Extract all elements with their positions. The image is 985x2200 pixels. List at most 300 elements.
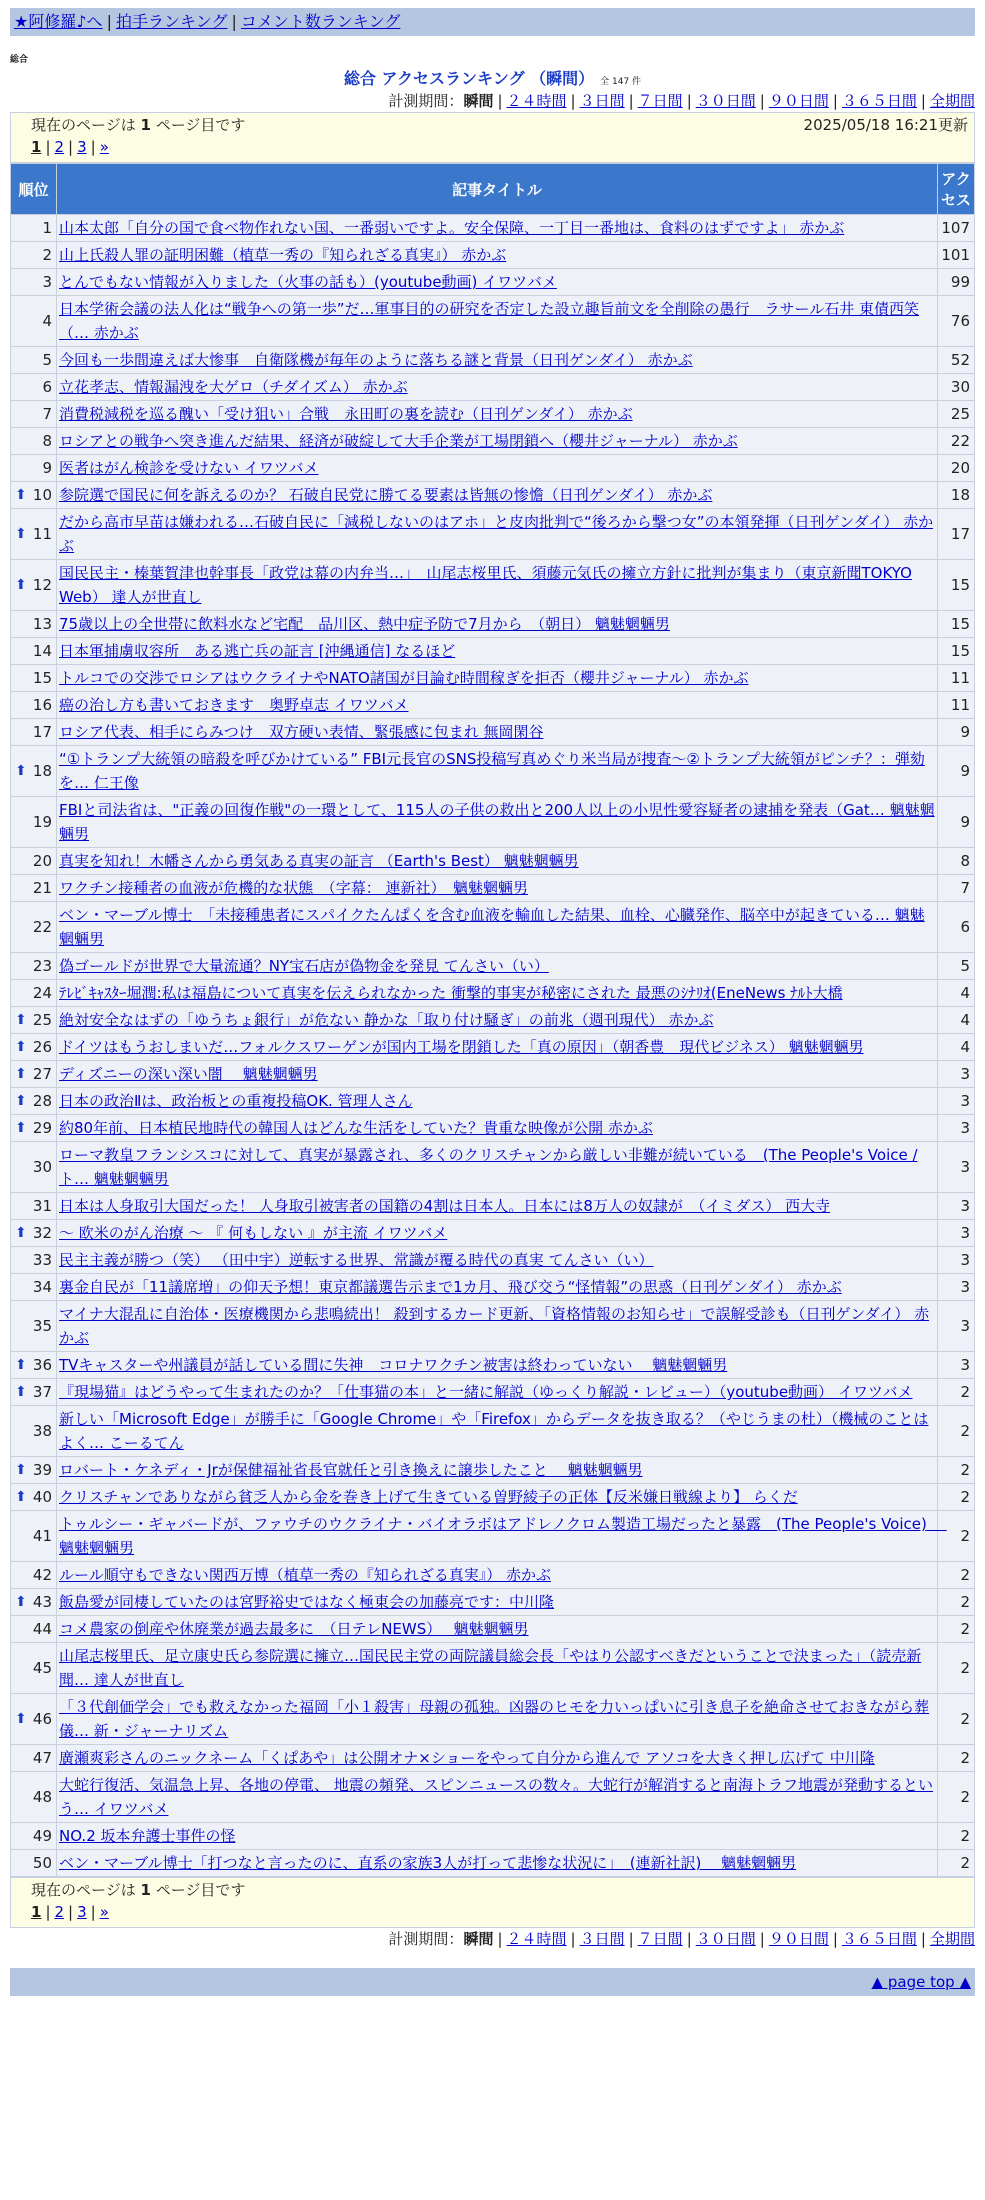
article-link[interactable]: だから高市早苗は嫌われる…石破自民に「減税しないのはアホ」と皮肉批判で“後ろから撃つ女”の本領発揮（日刊ゲンダイ） 赤かぶ xyxy=(59,513,934,555)
rank-cell xyxy=(11,1193,57,1220)
period-link[interactable]: ２４時間 xyxy=(506,92,567,110)
article-link[interactable]: ルール順守もできない関西万博（植草一秀の『知られざる真実』） 赤かぶ xyxy=(59,1566,551,1584)
article-link[interactable]: 国民民主・榛葉賀津也幹事長「政党は幕の内弁当…」 山尾志桜里氏、須藤元気氏の擁立方針に批判が集まり（東京新聞TOKYO Web） 達人が世直し xyxy=(59,564,912,606)
period-separator: | xyxy=(686,1930,692,1948)
period-label: 計測期間： xyxy=(388,92,464,110)
title-cell xyxy=(57,1301,938,1352)
rank-cell xyxy=(11,665,57,692)
arrow-up-icon: ⬆ xyxy=(15,1594,27,1610)
header-rank: 順位 xyxy=(11,164,57,215)
article-link[interactable]: 廣瀬爽彩さんのニックネーム「くぱあや」は公開オナ×ショーをやって自分から進んで アソコを大きく押し広げて 中川隆 xyxy=(59,1749,875,1767)
rank-number: 38 xyxy=(32,1422,52,1440)
table-row xyxy=(11,1589,975,1616)
article-link[interactable]: 山尾志桜里氏、足立康史氏ら参院選に擁立…国民民主党の両院議員総会長「やはり公認すべきだということで決まった」（読売新聞… 達人が世直し xyxy=(59,1647,922,1689)
table-row xyxy=(11,1616,975,1643)
period-link[interactable]: ７日間 xyxy=(637,92,683,110)
arrow-up-icon: ⬆ xyxy=(15,1384,27,1400)
rank-cell xyxy=(11,1772,57,1823)
rank-cell xyxy=(11,902,57,953)
rank-cell xyxy=(11,1823,57,1850)
period-link[interactable]: ３６５日間 xyxy=(841,92,917,110)
rank-cell xyxy=(11,980,57,1007)
period-link[interactable]: 全期間 xyxy=(929,1930,975,1948)
table-row xyxy=(11,1694,975,1745)
arrow-up-icon: ⬆ xyxy=(15,1066,27,1082)
table-row xyxy=(11,1274,975,1301)
pager-separator: | xyxy=(45,138,51,156)
article-link[interactable]: 「３代創価学会」でも救えなかった福岡「小１殺害」母親の孤独。凶器のヒモを力いっぱいに引き息子を絶命させておきながら葬儀… 新・ジャーナリズム xyxy=(59,1698,930,1740)
table-row xyxy=(11,1034,975,1061)
rank-number: 37 xyxy=(32,1383,52,1401)
nav-separator: | xyxy=(106,12,112,31)
page-title: 総合 アクセスランキング （瞬間） xyxy=(343,69,595,88)
access-count: 15 xyxy=(938,638,975,665)
access-count: 2 xyxy=(938,1616,975,1643)
table-row xyxy=(11,797,975,848)
table-row xyxy=(11,1088,975,1115)
title-cell xyxy=(57,848,938,875)
pager-panel-bottom xyxy=(10,1877,975,1928)
period-separator: | xyxy=(686,92,692,110)
table-row xyxy=(11,1562,975,1589)
pager-next-link[interactable]: » xyxy=(99,138,109,156)
title-cell xyxy=(57,347,938,374)
article-link[interactable]: ディズニーの深い深い闇 魑魅魍魎男 xyxy=(59,1065,318,1083)
rank-number: 40 xyxy=(32,1488,52,1506)
period-link[interactable]: ３０日間 xyxy=(695,1930,756,1948)
rank-number: 2 xyxy=(42,246,52,264)
title-cell xyxy=(57,509,938,560)
title-cell xyxy=(57,269,938,296)
article-link[interactable]: 立花孝志、情報漏洩を大ゲロ（チダイズム） 赤かぶ xyxy=(59,378,408,396)
article-link[interactable]: 日本は人身取引大国だった！ 人身取引被害者の国籍の4割は日本人。日本には8万人の奴隷が （イミダス） 西大寺 xyxy=(59,1197,831,1215)
arrow-up-icon: ⬆ xyxy=(15,763,27,779)
rank-cell xyxy=(11,1745,57,1772)
title-cell xyxy=(57,665,938,692)
title-cell xyxy=(57,1142,938,1193)
title-cell xyxy=(57,215,938,242)
rank-cell xyxy=(11,296,57,347)
access-count: 2 xyxy=(938,1484,975,1511)
current-page-text: 現在のページは 1 ページ目です xyxy=(31,116,246,134)
access-count: 3 xyxy=(938,1142,975,1193)
arrow-up-icon: ⬆ xyxy=(15,1120,27,1136)
rank-number: 43 xyxy=(32,1593,52,1611)
table-row xyxy=(11,1850,975,1877)
article-link[interactable]: マイナ大混乱に自治体・医療機関から悲鳴続出！ 殺到するカード更新、「資格情報のお知らせ」で誤解受診も（日刊ゲンダイ） 赤かぶ xyxy=(59,1305,930,1347)
nav-separator: | xyxy=(231,12,237,31)
table-row xyxy=(11,980,975,1007)
rank-number: 4 xyxy=(42,312,52,330)
period-link[interactable]: ３０日間 xyxy=(695,92,756,110)
article-link[interactable]: トゥルシー・ギャバードが、ファウチのウクライナ・バイオラボはアドレノクロム製造工場だったと暴露 (The People's Voice) 魑魅魍魎男 xyxy=(59,1515,947,1557)
rank-cell xyxy=(11,1589,57,1616)
period-link[interactable]: 全期間 xyxy=(929,92,975,110)
period-link[interactable]: ９０日間 xyxy=(768,92,829,110)
period-separator: | xyxy=(497,1930,503,1948)
period-separator: | xyxy=(570,92,576,110)
title-cell xyxy=(57,1745,938,1772)
period-link[interactable]: ９０日間 xyxy=(768,1930,829,1948)
period-separator: | xyxy=(832,1930,838,1948)
period-link[interactable]: ２４時間 xyxy=(506,1930,567,1948)
article-link[interactable]: 山上氏殺人罪の証明困難（植草一秀の『知られざる真実』） 赤かぶ xyxy=(59,246,507,264)
title-cell xyxy=(57,746,938,797)
table-row xyxy=(11,638,975,665)
access-count: 2 xyxy=(938,1406,975,1457)
access-count: 3 xyxy=(938,1061,975,1088)
title-cell xyxy=(57,953,938,980)
article-link[interactable]: 75歳以上の全世帯に飲料水など宅配 品川区、熱中症予防で7月から （朝日） 魑魅魍魎男 xyxy=(59,615,670,633)
pager-next-link[interactable]: » xyxy=(99,1903,109,1921)
article-link[interactable]: NO.2 坂本弁護士事件の怪 xyxy=(59,1827,236,1845)
table-row xyxy=(11,902,975,953)
article-link[interactable]: FBIと司法省は、"正義の回復作戦"の一環として、115人の子供の救出と200人以上の小児性愛容疑者の逮捕を発表（Gat… 魑魅魍魎男 xyxy=(59,801,935,843)
rank-cell xyxy=(11,1352,57,1379)
nav-applause-ranking-link[interactable]: 拍手ランキング xyxy=(115,12,228,31)
access-count: 9 xyxy=(938,719,975,746)
period-separator: | xyxy=(497,92,503,110)
access-count: 4 xyxy=(938,1034,975,1061)
rank-cell xyxy=(11,1850,57,1877)
table-row xyxy=(11,1220,975,1247)
rank-cell xyxy=(11,1643,57,1694)
title-cell xyxy=(57,1589,938,1616)
rank-cell xyxy=(11,692,57,719)
pager-separator: | xyxy=(68,1903,74,1921)
access-count: 2 xyxy=(938,1589,975,1616)
rank-number: 15 xyxy=(32,669,52,687)
access-count: 3 xyxy=(938,1088,975,1115)
rank-cell xyxy=(11,482,57,509)
access-count: 2 xyxy=(938,1772,975,1823)
access-count: 8 xyxy=(938,848,975,875)
rank-cell xyxy=(11,560,57,611)
table-row xyxy=(11,1823,975,1850)
table-row xyxy=(11,1406,975,1457)
title-cell xyxy=(57,692,938,719)
article-link[interactable]: ベン・マーブル博士 「未接種患者にスパイクたんぱくを含む血液を輸血した結果、血栓、心臓発作、脳卒中が起きている… 魑魅魍魎男 xyxy=(59,906,925,948)
article-link[interactable]: 『現場猫』はどうやって生まれたのか？「仕事猫の本」と一緒に解説（ゆっくり解説・レビュー）（youtube動画） イワツバメ xyxy=(59,1383,913,1401)
title-cell xyxy=(57,296,938,347)
rank-number: 10 xyxy=(32,486,52,504)
access-count: 4 xyxy=(938,1007,975,1034)
rank-cell xyxy=(11,1061,57,1088)
access-count: 3 xyxy=(938,1247,975,1274)
rank-cell xyxy=(11,1562,57,1589)
rank-number: 45 xyxy=(32,1659,52,1677)
period-current: 瞬間 xyxy=(463,1930,494,1948)
rank-number: 41 xyxy=(32,1527,52,1545)
rank-number: 8 xyxy=(42,432,52,450)
table-row xyxy=(11,455,975,482)
title-cell xyxy=(57,1484,938,1511)
rank-cell xyxy=(11,638,57,665)
rank-cell xyxy=(11,1484,57,1511)
access-count: 15 xyxy=(938,611,975,638)
rank-cell xyxy=(11,1115,57,1142)
article-link[interactable]: “①トランプ大統領の暗殺を呼びかけている” FBI元長官のSNS投稿写真めぐり米当局が捜査～②トランプ大統領がピンチ？：弾劾を… 仁王像 xyxy=(59,750,925,792)
rank-number: 49 xyxy=(32,1827,52,1845)
arrow-up-icon: ⬆ xyxy=(15,526,27,542)
access-count: 2 xyxy=(938,1511,975,1562)
pager-page-link[interactable]: 3 xyxy=(77,1903,87,1921)
table-row xyxy=(11,1142,975,1193)
title-cell xyxy=(57,1823,938,1850)
table-row xyxy=(11,296,975,347)
pager-page-link[interactable]: 2 xyxy=(54,138,65,156)
access-count: 20 xyxy=(938,455,975,482)
pager-page-link[interactable]: 2 xyxy=(54,1903,65,1921)
period-separator: | xyxy=(759,92,765,110)
pager-links-bottom xyxy=(31,1901,968,1923)
rank-cell xyxy=(11,215,57,242)
article-link[interactable]: ロシアとの戦争へ突き進んだ結果、経済が破綻して大手企業が工場閉鎖へ（櫻井ジャーナル） 赤かぶ xyxy=(59,432,738,450)
period-separator: | xyxy=(920,92,926,110)
rank-cell xyxy=(11,848,57,875)
access-count: 6 xyxy=(938,902,975,953)
table-row xyxy=(11,665,975,692)
pager-current-page: 1 xyxy=(31,1903,42,1921)
access-count: 15 xyxy=(938,560,975,611)
rank-cell xyxy=(11,875,57,902)
title-cell xyxy=(57,1850,938,1877)
rank-number: 32 xyxy=(32,1224,52,1242)
article-link[interactable]: ワクチン接種者の血液が危機的な状態 （字幕： 連新社） 魑魅魍魎男 xyxy=(59,879,529,897)
rank-number: 18 xyxy=(32,762,52,780)
title-cell xyxy=(57,611,938,638)
nav-home-link[interactable]: ★阿修羅♪へ xyxy=(14,12,103,31)
period-link[interactable]: ３日間 xyxy=(579,1930,625,1948)
current-page-text: 現在のページは 1 ページ目です xyxy=(31,1881,246,1899)
article-link[interactable]: ～ 欧米のがん治療 ～ 『 何もしない 』が主流 イワツバメ xyxy=(59,1224,448,1242)
title-cell xyxy=(57,1115,938,1142)
access-count: 4 xyxy=(938,980,975,1007)
table-row xyxy=(11,1643,975,1694)
title-cell xyxy=(57,455,938,482)
period-separator: | xyxy=(759,1930,765,1948)
article-link[interactable]: ﾃﾚﾋﾞｷｬｽﾀｰ堀潤:私は福島について真実を伝えられなかった 衝撃的事実が秘密にされた 最悪のｼﾅﾘｵ(EneNews ﾅﾙﾄ大橋 xyxy=(59,984,843,1002)
rank-cell xyxy=(11,719,57,746)
table-row xyxy=(11,242,975,269)
table-row xyxy=(11,1484,975,1511)
article-link[interactable]: TVキャスターや州議員が話している間に失神 コロナワクチン被害は終わっていない 魑魅魍魎男 xyxy=(59,1356,728,1374)
access-count: 3 xyxy=(938,1220,975,1247)
title-cell xyxy=(57,1034,938,1061)
article-link[interactable]: 今回も一歩間違えば大惨事 自衛隊機が毎年のように落ちる謎と背景（日刊ゲンダイ） 赤かぶ xyxy=(59,351,693,369)
rank-cell xyxy=(11,401,57,428)
article-link[interactable]: ドイツはもうおしまいだ…フォルクスワーゲンが国内工場を閉鎖した「真の原因」（朝香豊 現代ビジネス） 魑魅魍魎男 xyxy=(59,1038,864,1056)
pager-separator: | xyxy=(68,138,74,156)
access-count: 3 xyxy=(938,1301,975,1352)
title-cell xyxy=(57,1007,938,1034)
rank-cell xyxy=(11,1406,57,1457)
article-link[interactable]: 大蛇行復活、気温急上昇、各地の停電、 地震の頻発、スピンニュースの数々。大蛇行が解消すると南海トラフ地震が発動するという… イワツバメ xyxy=(59,1776,934,1818)
title-cell xyxy=(57,1457,938,1484)
arrow-up-icon: ⬆ xyxy=(15,1012,27,1028)
article-link[interactable]: 絶対安全なはずの「ゆうちょ銀行」が危ない 静かな「取り付け騒ぎ」の前兆（週刊現代） 赤かぶ xyxy=(59,1011,714,1029)
table-row xyxy=(11,848,975,875)
arrow-up-icon: ⬆ xyxy=(15,1489,27,1505)
table-row xyxy=(11,1379,975,1406)
article-link[interactable]: 偽ゴールドが世界で大量流通？NY宝石店が偽物金を発見 てんさい（い） xyxy=(59,957,549,975)
rank-cell xyxy=(11,1220,57,1247)
title-cell xyxy=(57,428,938,455)
table-row xyxy=(11,1247,975,1274)
page-title-row xyxy=(10,68,975,90)
nav-comment-ranking-link[interactable]: コメント数ランキング xyxy=(240,12,401,31)
rank-number: 13 xyxy=(32,615,52,633)
table-row xyxy=(11,269,975,296)
title-cell xyxy=(57,482,938,509)
article-link[interactable]: 飯島愛が同棲していたのは宮野裕史ではなく極東会の加藤亮です：中川隆 xyxy=(59,1593,555,1611)
article-link[interactable]: 癌の治し方も書いておきます 奥野卓志 イワツバメ xyxy=(59,696,409,714)
table-row xyxy=(11,401,975,428)
title-cell xyxy=(57,1379,938,1406)
title-cell xyxy=(57,1088,938,1115)
table-row xyxy=(11,1193,975,1220)
rank-number: 39 xyxy=(32,1461,52,1479)
article-link[interactable]: 医者はがん検診を受けない イワツバメ xyxy=(59,459,319,477)
title-cell xyxy=(57,719,938,746)
arrow-up-icon: ⬆ xyxy=(15,577,27,593)
access-count: 76 xyxy=(938,296,975,347)
table-row xyxy=(11,347,975,374)
pager-separator: | xyxy=(90,138,96,156)
table-row xyxy=(11,1352,975,1379)
rank-cell xyxy=(11,1457,57,1484)
article-link[interactable]: コメ農家の倒産や休廃業が過去最多に （日テレNEWS） 魑魅魍魎男 xyxy=(59,1620,529,1638)
article-link[interactable]: トルコでの交渉でロシアはウクライナやNATO諸国が目論む時間稼ぎを拒否（櫻井ジャーナル） 赤かぶ xyxy=(59,669,749,687)
title-cell xyxy=(57,980,938,1007)
rank-number: 28 xyxy=(32,1092,52,1110)
article-link[interactable]: 新しい「Microsoft Edge」が勝手に「Google Chrome」や「Firefox」からデータを抜き取る？（やじうまの杜）（機械のことはよく… こーるてん xyxy=(59,1410,929,1452)
article-link[interactable]: 約80年前、日本植民地時代の韓国人はどんな生活をしていた？貴重な映像が公開 赤かぶ xyxy=(59,1119,653,1137)
arrow-up-icon: ⬆ xyxy=(15,1462,27,1478)
rank-number: 3 xyxy=(42,273,52,291)
article-link[interactable]: 消費税減税を巡る醜い「受け狙い」合戦 永田町の裏を読む（日刊ゲンダイ） 赤かぶ xyxy=(59,405,633,423)
access-count: 2 xyxy=(938,1643,975,1694)
rank-number: 20 xyxy=(32,852,52,870)
period-selector-bottom xyxy=(10,1928,975,1950)
rank-number: 25 xyxy=(32,1011,52,1029)
arrow-up-icon: ⬆ xyxy=(15,487,27,503)
period-separator: | xyxy=(920,1930,926,1948)
access-count: 9 xyxy=(938,746,975,797)
article-link[interactable]: ロシア代表、相手にらみつけ 双方硬い表情、緊張感に包まれ 無岡閑谷 xyxy=(59,723,544,741)
period-selector-top xyxy=(10,90,975,112)
title-cell xyxy=(57,1406,938,1457)
title-cell xyxy=(57,401,938,428)
table-row xyxy=(11,875,975,902)
table-row xyxy=(11,1301,975,1352)
pager-separator: | xyxy=(90,1903,96,1921)
rank-cell xyxy=(11,1007,57,1034)
table-row xyxy=(11,560,975,611)
rank-number: 1 xyxy=(42,219,52,237)
rank-cell xyxy=(11,269,57,296)
article-link[interactable]: 参院選で国民に何を訴えるのか？ 石破自民党に勝てる要素は皆無の惨憺（日刊ゲンダイ） 赤かぶ xyxy=(59,486,713,504)
rank-number: 21 xyxy=(32,879,52,897)
table-row xyxy=(11,215,975,242)
title-cell xyxy=(57,560,938,611)
period-link[interactable]: ７日間 xyxy=(637,1930,683,1948)
header-title: 記事タイトル xyxy=(57,164,938,215)
rank-number: 23 xyxy=(32,957,52,975)
period-separator: | xyxy=(628,1930,634,1948)
period-label: 計測期間： xyxy=(388,1930,464,1948)
table-row xyxy=(11,1772,975,1823)
access-count: 2 xyxy=(938,1694,975,1745)
rank-number: 11 xyxy=(32,525,52,543)
pager-page-link[interactable]: 3 xyxy=(77,138,87,156)
article-link[interactable]: 日本の政治Ⅱは、政治板との重複投稿OK. 管理人さん xyxy=(59,1092,413,1110)
period-link[interactable]: ３６５日間 xyxy=(841,1930,917,1948)
rank-number: 50 xyxy=(32,1854,52,1872)
table-row xyxy=(11,509,975,560)
access-count: 3 xyxy=(938,1274,975,1301)
rank-cell xyxy=(11,428,57,455)
rank-cell xyxy=(11,797,57,848)
period-separator: | xyxy=(832,92,838,110)
article-link[interactable]: クリスチャンでありながら貧乏人から金を巻き上げて生きている曽野綾子の正体【反米嫌日戦線より】 らくだ xyxy=(59,1488,798,1506)
rank-cell xyxy=(11,1142,57,1193)
page-top-link[interactable]: ▲ page top ▲ xyxy=(871,1973,971,1991)
rank-number: 14 xyxy=(32,642,52,660)
article-link[interactable]: ローマ教皇フランシスコに対して、真実が暴露され、多くのクリスチャンから厳しい非難が続いている (The People's Voice / ト… 魑魅魍魎男 xyxy=(59,1146,918,1188)
top-nav xyxy=(10,8,975,36)
title-cell xyxy=(57,374,938,401)
article-link[interactable]: 真実を知れ！木幡さんから勇気ある真実の証言 （Earth's Best） 魑魅魍魎男 xyxy=(59,852,579,870)
title-cell xyxy=(57,1193,938,1220)
title-cell xyxy=(57,902,938,953)
rank-cell xyxy=(11,611,57,638)
title-cell xyxy=(57,1562,938,1589)
access-count: 101 xyxy=(938,242,975,269)
table-row xyxy=(11,1007,975,1034)
table-row xyxy=(11,374,975,401)
period-link[interactable]: ３日間 xyxy=(579,92,625,110)
rank-number: 17 xyxy=(32,723,52,741)
access-count: 22 xyxy=(938,428,975,455)
title-cell xyxy=(57,1247,938,1274)
updated-timestamp: 2025/05/18 16:21更新 xyxy=(803,116,968,134)
pager-separator: | xyxy=(45,1903,51,1921)
article-link[interactable]: 民主主義が勝つ（笑） （田中宇）逆転する世界、常識が覆る時代の真実 てんさい（い） xyxy=(59,1251,654,1269)
rank-cell xyxy=(11,242,57,269)
period-separator: | xyxy=(628,92,634,110)
title-cell xyxy=(57,1694,938,1745)
ranking-table xyxy=(10,163,975,1877)
title-cell xyxy=(57,1511,947,1562)
access-count: 2 xyxy=(938,1379,975,1406)
article-link[interactable]: ロバート・ケネディ・Jrが保健福祉省長官就任と引き換えに譲歩したこと 魑魅魍魎男 xyxy=(59,1461,643,1479)
table-row xyxy=(11,611,975,638)
access-count: 107 xyxy=(938,215,975,242)
article-link[interactable]: 山本太郎「自分の国で食べ物作れない国、一番弱いですよ。安全保障、一丁目一番地は、食料のはずですよ」 赤かぶ xyxy=(59,219,845,237)
article-link[interactable]: 日本学術会議の法人化は“戦争への第一歩”だ…軍事目的の研究を否定した設立趣旨前文を全削除の愚行 ラサール石井 東債西笑（… 赤かぶ xyxy=(59,300,920,342)
table-row xyxy=(11,746,975,797)
arrow-up-icon: ⬆ xyxy=(15,1039,27,1055)
access-count: 2 xyxy=(938,1457,975,1484)
article-link[interactable]: 日本軍捕虜収容所 ある逃亡兵の証言 [沖縄通信] なるほど xyxy=(59,642,456,660)
table-row xyxy=(11,719,975,746)
access-count: 7 xyxy=(938,875,975,902)
access-count: 3 xyxy=(938,1115,975,1142)
article-link[interactable]: 裏金自民が「11議席増」の仰天予想！東京都議選告示まで1カ月、飛び交う“怪情報”の思惑（日刊ゲンダイ） 赤かぶ xyxy=(59,1278,842,1296)
article-link[interactable]: ベン・マーブル博士「打つなと言ったのに、直系の家族3人が打って悲惨な状況に」 (連新社訳) 魑魅魍魎男 xyxy=(59,1854,797,1872)
article-link[interactable]: とんでもない情報が入りました（火事の話も）(youtube動画) イワツバメ xyxy=(59,273,557,291)
